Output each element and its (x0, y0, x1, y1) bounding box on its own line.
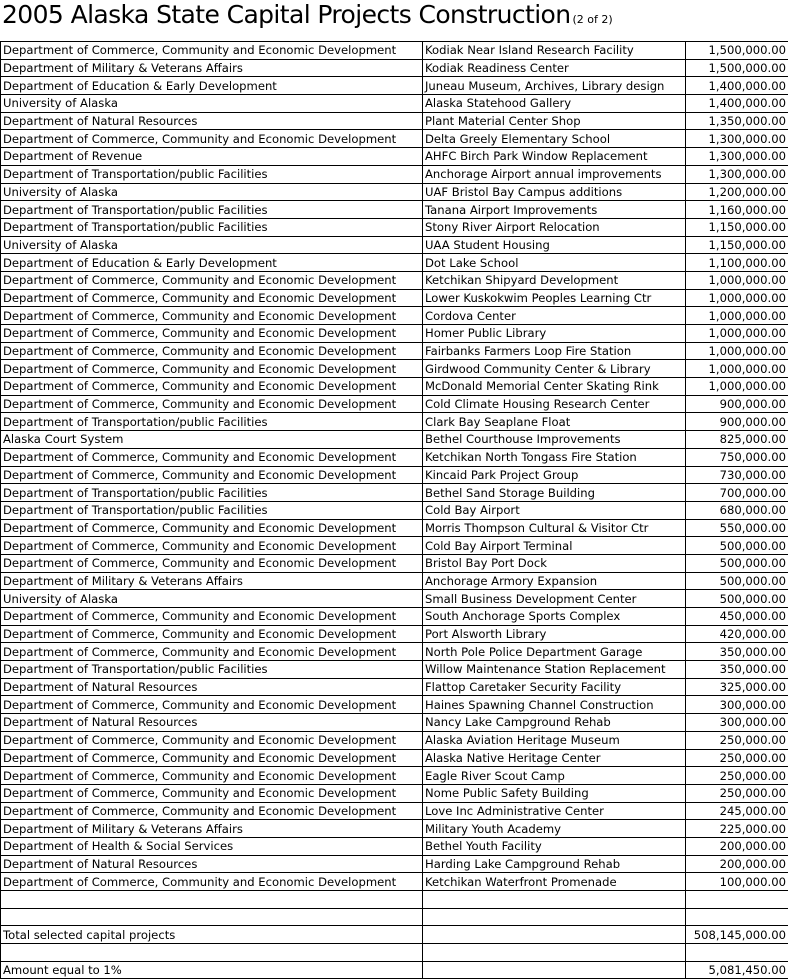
page-title (2, 0, 613, 35)
project-cell: Military Youth Academy (423, 820, 686, 838)
project-cell: South Anchorage Sports Complex (423, 608, 686, 626)
amount-cell: 500,000.00 (686, 590, 788, 608)
department-cell: Department of Commerce, Community and Economic Development (1, 325, 423, 343)
table-row (1, 466, 788, 484)
project-cell: Lower Kuskokwim Peoples Learning Ctr (423, 289, 686, 307)
project-cell (423, 961, 686, 979)
project-cell: Plant Material Center Shop (423, 112, 686, 130)
amount-cell: 350,000.00 (686, 661, 788, 679)
project-cell: Harding Lake Campground Rehab (423, 855, 686, 873)
department-cell: Department of Commerce, Community and Economic Development (1, 519, 423, 537)
department-cell: University of Alaska (1, 95, 423, 113)
department-cell: Department of Commerce, Community and Economic Development (1, 873, 423, 891)
project-cell: Bethel Courthouse Improvements (423, 431, 686, 449)
table-row (1, 519, 788, 537)
amount-cell (686, 944, 788, 962)
table-row (1, 625, 788, 643)
project-cell: Clark Bay Seaplane Float (423, 413, 686, 431)
project-cell: Bethel Youth Facility (423, 837, 686, 855)
department-cell: Department of Commerce, Community and Economic Development (1, 643, 423, 661)
project-cell: Ketchikan North Tongass Fire Station (423, 448, 686, 466)
project-cell: Juneau Museum, Archives, Library design (423, 77, 686, 95)
department-cell: Department of Natural Resources (1, 112, 423, 130)
project-cell: Tanana Airport Improvements (423, 201, 686, 219)
project-cell (423, 926, 686, 944)
table-row (1, 908, 788, 926)
table-row (1, 130, 788, 148)
table-row (1, 537, 788, 555)
department-cell: Department of Commerce, Community and Economic Development (1, 378, 423, 396)
department-cell: Department of Military & Veterans Affairs (1, 572, 423, 590)
project-cell: Kodiak Near Island Research Facility (423, 42, 686, 60)
department-cell: Department of Commerce, Community and Economic Development (1, 130, 423, 148)
amount-cell: 200,000.00 (686, 855, 788, 873)
table-row (1, 42, 788, 60)
department-cell: Department of Commerce, Community and Economic Development (1, 448, 423, 466)
table-row (1, 413, 788, 431)
project-cell: Stony River Airport Relocation (423, 218, 686, 236)
table-row (1, 855, 788, 873)
amount-cell: 420,000.00 (686, 625, 788, 643)
amount-cell: 680,000.00 (686, 501, 788, 519)
table-row (1, 201, 788, 219)
department-cell: Department of Revenue (1, 148, 423, 166)
amount-cell: 700,000.00 (686, 484, 788, 502)
department-cell: Department of Commerce, Community and Economic Development (1, 749, 423, 767)
department-cell: Department of Commerce, Community and Economic Development (1, 307, 423, 325)
amount-cell: 1,500,000.00 (686, 42, 788, 60)
table-row (1, 572, 788, 590)
amount-cell: 1,300,000.00 (686, 165, 788, 183)
amount-cell: 1,000,000.00 (686, 289, 788, 307)
capital-projects-table (0, 41, 788, 979)
amount-cell: 1,000,000.00 (686, 325, 788, 343)
project-cell: Bristol Bay Port Dock (423, 554, 686, 572)
amount-cell: 1,200,000.00 (686, 183, 788, 201)
table-row (1, 501, 788, 519)
department-cell: University of Alaska (1, 236, 423, 254)
department-cell: Department of Commerce, Community and Economic Development (1, 360, 423, 378)
table-row (1, 926, 788, 944)
amount-cell: 300,000.00 (686, 696, 788, 714)
department-cell: Department of Commerce, Community and Economic Development (1, 608, 423, 626)
table-row (1, 891, 788, 909)
department-cell: Department of Commerce, Community and Economic Development (1, 466, 423, 484)
department-cell: Department of Commerce, Community and Economic Development (1, 395, 423, 413)
table-row (1, 961, 788, 979)
amount-cell (686, 908, 788, 926)
table-row (1, 148, 788, 166)
project-cell: North Pole Police Department Garage (423, 643, 686, 661)
table-row (1, 236, 788, 254)
table-row (1, 837, 788, 855)
department-cell: Total selected capital projects (1, 926, 423, 944)
amount-cell: 350,000.00 (686, 643, 788, 661)
project-cell: Haines Spawning Channel Construction (423, 696, 686, 714)
department-cell: Alaska Court System (1, 431, 423, 449)
amount-cell: 250,000.00 (686, 767, 788, 785)
table-row (1, 378, 788, 396)
amount-cell: 245,000.00 (686, 802, 788, 820)
department-cell: Department of Transportation/public Facilities (1, 661, 423, 679)
department-cell: Department of Commerce, Community and Economic Development (1, 767, 423, 785)
amount-cell: 300,000.00 (686, 714, 788, 732)
amount-cell: 1,000,000.00 (686, 360, 788, 378)
table-row (1, 590, 788, 608)
table-row (1, 342, 788, 360)
table-row (1, 714, 788, 732)
amount-cell: 1,000,000.00 (686, 378, 788, 396)
department-cell: University of Alaska (1, 183, 423, 201)
project-cell: Small Business Development Center (423, 590, 686, 608)
table-row (1, 696, 788, 714)
table-row (1, 77, 788, 95)
page-header (0, 0, 788, 40)
amount-cell: 325,000.00 (686, 678, 788, 696)
table-row (1, 112, 788, 130)
table-row (1, 307, 788, 325)
amount-cell: 1,350,000.00 (686, 112, 788, 130)
project-cell: Alaska Aviation Heritage Museum (423, 731, 686, 749)
department-cell: Department of Military & Veterans Affairs (1, 59, 423, 77)
department-cell: Department of Transportation/public Facilities (1, 165, 423, 183)
department-cell: Department of Natural Resources (1, 855, 423, 873)
amount-cell: 750,000.00 (686, 448, 788, 466)
department-cell: Department of Commerce, Community and Economic Development (1, 554, 423, 572)
amount-cell: 250,000.00 (686, 749, 788, 767)
project-cell: Morris Thompson Cultural & Visitor Ctr (423, 519, 686, 537)
project-cell: Cordova Center (423, 307, 686, 325)
table-row (1, 448, 788, 466)
project-cell: AHFC Birch Park Window Replacement (423, 148, 686, 166)
project-cell: Eagle River Scout Camp (423, 767, 686, 785)
department-cell: Department of Health & Social Services (1, 837, 423, 855)
project-cell: Nome Public Safety Building (423, 784, 686, 802)
amount-cell (686, 891, 788, 909)
amount-cell: 200,000.00 (686, 837, 788, 855)
project-cell: Love Inc Administrative Center (423, 802, 686, 820)
table-row (1, 661, 788, 679)
amount-cell: 1,000,000.00 (686, 271, 788, 289)
table-row (1, 218, 788, 236)
department-cell: University of Alaska (1, 590, 423, 608)
project-cell: Flattop Caretaker Security Facility (423, 678, 686, 696)
amount-cell: 100,000.00 (686, 873, 788, 891)
amount-cell: 1,500,000.00 (686, 59, 788, 77)
table-row (1, 271, 788, 289)
project-cell: Girdwood Community Center & Library (423, 360, 686, 378)
department-cell: Department of Commerce, Community and Economic Development (1, 802, 423, 820)
department-cell: Department of Commerce, Community and Economic Development (1, 289, 423, 307)
department-cell: Amount equal to 1% (1, 961, 423, 979)
amount-cell: 1,150,000.00 (686, 236, 788, 254)
project-cell (423, 891, 686, 909)
department-cell: Department of Commerce, Community and Economic Development (1, 537, 423, 555)
department-cell: Department of Commerce, Community and Economic Development (1, 342, 423, 360)
amount-cell: 250,000.00 (686, 784, 788, 802)
table-row (1, 608, 788, 626)
amount-cell: 5,081,450.00 (686, 961, 788, 979)
project-cell: Delta Greely Elementary School (423, 130, 686, 148)
table-row (1, 289, 788, 307)
table-row (1, 360, 788, 378)
table-row (1, 749, 788, 767)
project-cell: Cold Bay Airport (423, 501, 686, 519)
table-row (1, 183, 788, 201)
table-row (1, 784, 788, 802)
project-cell: Fairbanks Farmers Loop Fire Station (423, 342, 686, 360)
project-cell (423, 908, 686, 926)
table-row (1, 820, 788, 838)
project-cell: Nancy Lake Campground Rehab (423, 714, 686, 732)
project-cell: Anchorage Airport annual improvements (423, 165, 686, 183)
amount-cell: 450,000.00 (686, 608, 788, 626)
project-cell: Homer Public Library (423, 325, 686, 343)
amount-cell: 900,000.00 (686, 413, 788, 431)
table-body (1, 42, 788, 979)
amount-cell: 550,000.00 (686, 519, 788, 537)
department-cell: Department of Commerce, Community and Economic Development (1, 784, 423, 802)
amount-cell: 1,000,000.00 (686, 342, 788, 360)
department-cell: Department of Transportation/public Facilities (1, 201, 423, 219)
amount-cell: 250,000.00 (686, 731, 788, 749)
project-cell: Kincaid Park Project Group (423, 466, 686, 484)
department-cell: Department of Military & Veterans Affairs (1, 820, 423, 838)
project-cell: Alaska Statehood Gallery (423, 95, 686, 113)
amount-cell: 508,145,000.00 (686, 926, 788, 944)
table-row (1, 431, 788, 449)
amount-cell: 225,000.00 (686, 820, 788, 838)
project-cell: Port Alsworth Library (423, 625, 686, 643)
amount-cell: 500,000.00 (686, 554, 788, 572)
project-cell (423, 944, 686, 962)
table-row (1, 944, 788, 962)
department-cell: Department of Transportation/public Facilities (1, 484, 423, 502)
department-cell: Department of Commerce, Community and Economic Development (1, 696, 423, 714)
amount-cell: 500,000.00 (686, 572, 788, 590)
project-cell: Kodiak Readiness Center (423, 59, 686, 77)
project-cell: Alaska Native Heritage Center (423, 749, 686, 767)
department-cell (1, 908, 423, 926)
page-title-text: 2005 Alaska State Capital Projects Construction (2, 0, 571, 29)
department-cell: Department of Education & Early Development (1, 254, 423, 272)
table-row (1, 395, 788, 413)
project-cell: Ketchikan Waterfront Promenade (423, 873, 686, 891)
department-cell: Department of Transportation/public Facilities (1, 218, 423, 236)
project-cell: Cold Climate Housing Research Center (423, 395, 686, 413)
amount-cell: 1,300,000.00 (686, 148, 788, 166)
table-row (1, 254, 788, 272)
table-row (1, 767, 788, 785)
department-cell: Department of Commerce, Community and Economic Development (1, 271, 423, 289)
table-row (1, 554, 788, 572)
amount-cell: 730,000.00 (686, 466, 788, 484)
table-row (1, 59, 788, 77)
department-cell: Department of Transportation/public Facilities (1, 413, 423, 431)
amount-cell: 500,000.00 (686, 537, 788, 555)
table-row (1, 873, 788, 891)
amount-cell: 1,300,000.00 (686, 130, 788, 148)
amount-cell: 1,150,000.00 (686, 218, 788, 236)
department-cell: Department of Natural Resources (1, 714, 423, 732)
table-row (1, 95, 788, 113)
table-row (1, 484, 788, 502)
table-row (1, 325, 788, 343)
project-cell: UAA Student Housing (423, 236, 686, 254)
department-cell: Department of Commerce, Community and Economic Development (1, 731, 423, 749)
amount-cell: 1,400,000.00 (686, 77, 788, 95)
amount-cell: 1,100,000.00 (686, 254, 788, 272)
department-cell: Department of Commerce, Community and Economic Development (1, 42, 423, 60)
project-cell: McDonald Memorial Center Skating Rink (423, 378, 686, 396)
project-cell: Dot Lake School (423, 254, 686, 272)
project-cell: Bethel Sand Storage Building (423, 484, 686, 502)
department-cell: Department of Natural Resources (1, 678, 423, 696)
table-row (1, 643, 788, 661)
table-row (1, 802, 788, 820)
project-cell: UAF Bristol Bay Campus additions (423, 183, 686, 201)
amount-cell: 900,000.00 (686, 395, 788, 413)
department-cell (1, 891, 423, 909)
department-cell (1, 944, 423, 962)
department-cell: Department of Education & Early Development (1, 77, 423, 95)
amount-cell: 1,000,000.00 (686, 307, 788, 325)
page-subtitle: (2 of 2) (572, 13, 613, 26)
table-row (1, 678, 788, 696)
project-cell: Ketchikan Shipyard Development (423, 271, 686, 289)
amount-cell: 1,400,000.00 (686, 95, 788, 113)
project-cell: Cold Bay Airport Terminal (423, 537, 686, 555)
project-cell: Willow Maintenance Station Replacement (423, 661, 686, 679)
table-row (1, 731, 788, 749)
department-cell: Department of Transportation/public Facilities (1, 501, 423, 519)
department-cell: Department of Commerce, Community and Economic Development (1, 625, 423, 643)
table-row (1, 165, 788, 183)
amount-cell: 825,000.00 (686, 431, 788, 449)
amount-cell: 1,160,000.00 (686, 201, 788, 219)
project-cell: Anchorage Armory Expansion (423, 572, 686, 590)
